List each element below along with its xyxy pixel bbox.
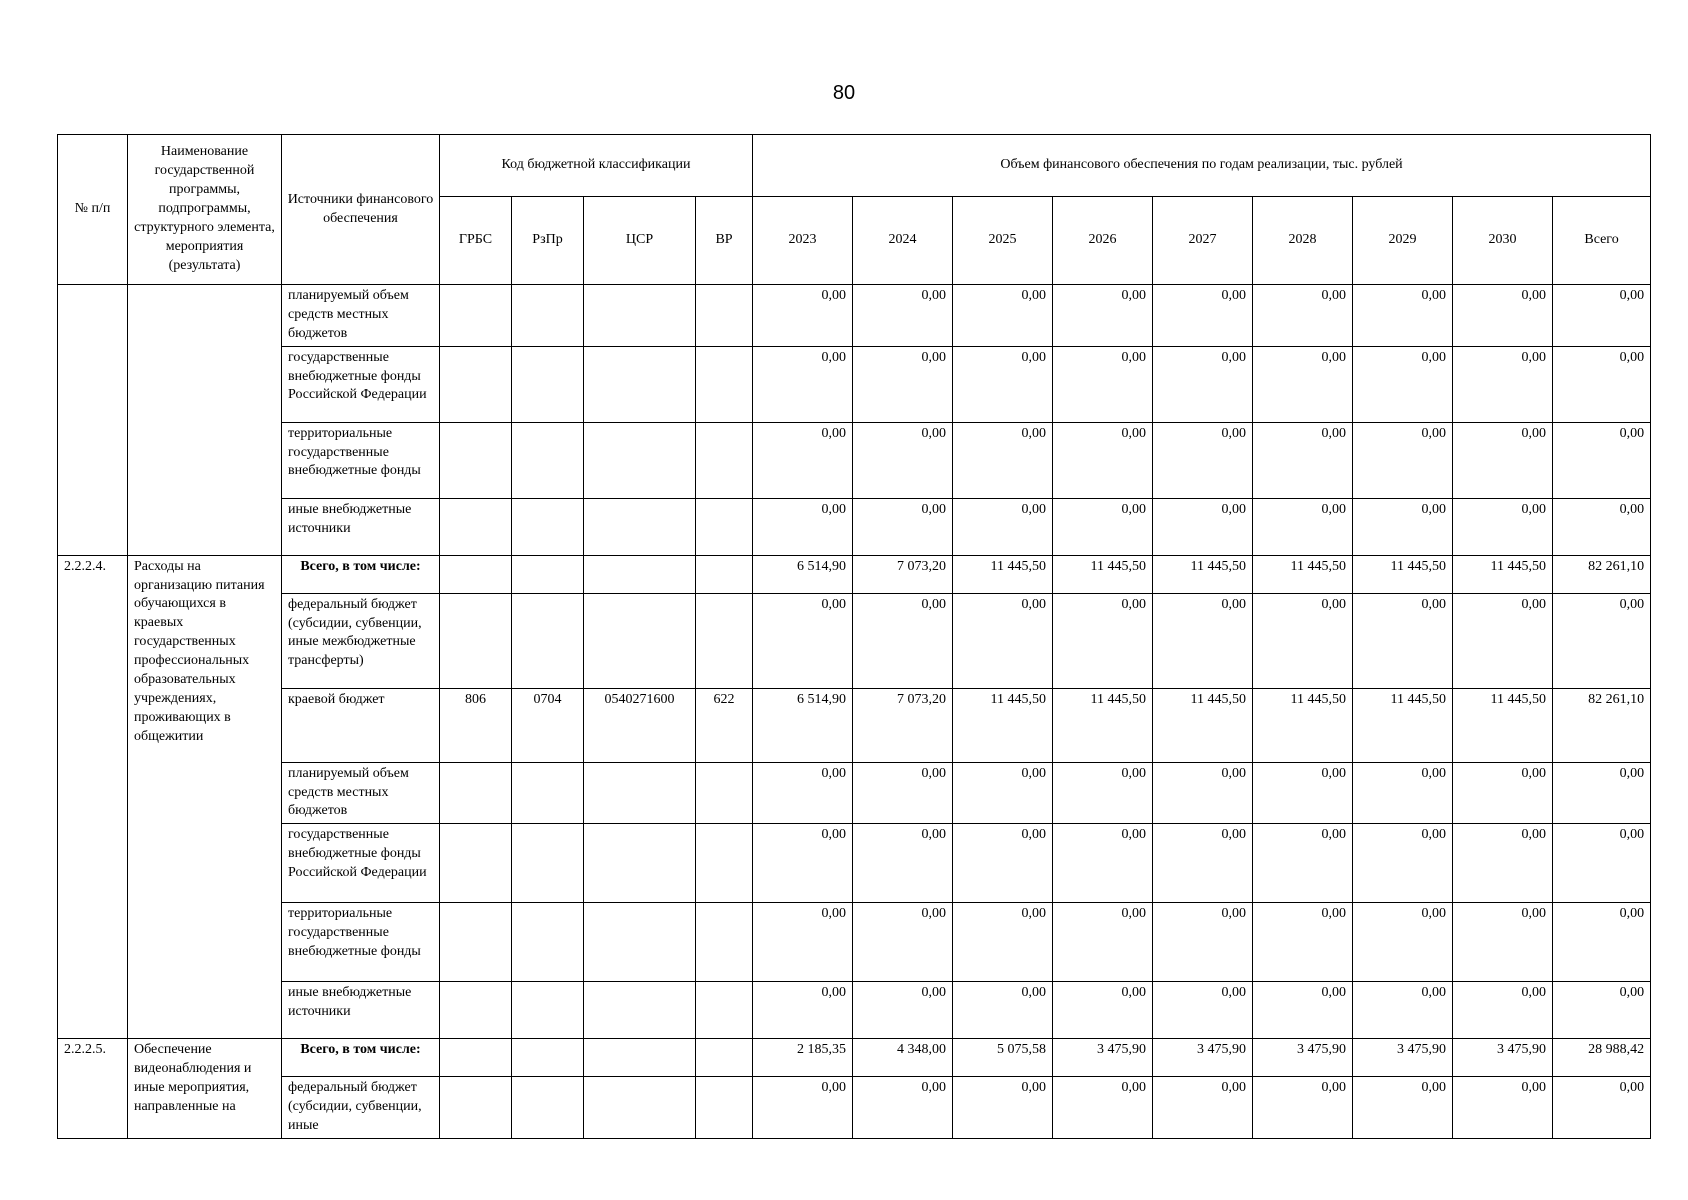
row-name [128, 285, 282, 556]
value-cell: 2 185,35 [753, 1039, 853, 1077]
value-cell: 11 445,50 [1453, 555, 1553, 593]
value-cell: 0,00 [1253, 346, 1353, 422]
value-cell: 0,00 [753, 903, 853, 982]
table-row [58, 593, 1651, 688]
value-cell: 0,00 [1453, 498, 1553, 555]
header-total: Всего [1553, 197, 1651, 285]
value-cell: 0,00 [753, 1077, 853, 1139]
value-cell: 0,00 [1153, 498, 1253, 555]
value-cell: 82 261,10 [1553, 688, 1651, 762]
value-cell: 0,00 [853, 346, 953, 422]
value-cell: 6 514,90 [753, 688, 853, 762]
header-year-2029: 2029 [1353, 197, 1453, 285]
value-cell: 0,00 [953, 498, 1053, 555]
value-cell: 11 445,50 [1153, 555, 1253, 593]
value-cell: 3 475,90 [1353, 1039, 1453, 1077]
value-cell: 0,00 [953, 903, 1053, 982]
value-cell: 6 514,90 [753, 555, 853, 593]
value-cell: 0,00 [1453, 824, 1553, 903]
value-cell: 0,00 [1153, 285, 1253, 347]
value-cell: 0,00 [1353, 422, 1453, 498]
value-cell: 0,00 [1253, 982, 1353, 1039]
value-cell: 0,00 [1453, 593, 1553, 688]
header-year-2024: 2024 [853, 197, 953, 285]
value-cell: 3 475,90 [1253, 1039, 1353, 1077]
value-cell: 0,00 [753, 346, 853, 422]
value-cell: 0,00 [1453, 1077, 1553, 1139]
value-cell: 0,00 [753, 285, 853, 347]
value-cell: 0,00 [1353, 346, 1453, 422]
financing-table [57, 134, 1651, 1139]
source-cell: территориальные государственные внебюджетные фонды [282, 422, 440, 498]
value-cell: 0,00 [1353, 498, 1453, 555]
header-year-2030: 2030 [1453, 197, 1553, 285]
value-cell: 0,00 [1253, 824, 1353, 903]
value-cell: 7 073,20 [853, 555, 953, 593]
value-cell: 0,00 [1353, 285, 1453, 347]
table-row [58, 346, 1651, 422]
value-cell: 0,00 [953, 1077, 1053, 1139]
value-cell: 82 261,10 [1553, 555, 1651, 593]
value-cell: 0,00 [953, 422, 1053, 498]
value-cell: 0,00 [1353, 982, 1453, 1039]
table-row [58, 555, 1651, 593]
source-cell: иные внебюджетные источники [282, 982, 440, 1039]
value-cell: 0,00 [1053, 1077, 1153, 1139]
value-cell: 11 445,50 [1353, 555, 1453, 593]
value-cell: 0,00 [1453, 903, 1553, 982]
value-cell: 0,00 [1453, 285, 1553, 347]
value-cell: 11 445,50 [953, 688, 1053, 762]
row-num [58, 285, 128, 556]
value-cell: 0,00 [953, 824, 1053, 903]
value-cell: 0,00 [953, 982, 1053, 1039]
table-row [58, 982, 1651, 1039]
value-cell: 5 075,58 [953, 1039, 1053, 1077]
rzpr-cell: 0704 [512, 688, 584, 762]
value-cell: 0,00 [1553, 593, 1651, 688]
value-cell: 3 475,90 [1453, 1039, 1553, 1077]
source-cell: планируемый объем средств местных бюджетов [282, 762, 440, 824]
source-cell: государственные внебюджетные фонды Российской Федерации [282, 824, 440, 903]
row-num: 2.2.2.5. [58, 1039, 128, 1139]
row-name: Обеспечение видеонаблюдения и иные мероприятия, направленные на [128, 1039, 282, 1139]
value-cell: 0,00 [1553, 285, 1651, 347]
source-cell: государственные внебюджетные фонды Российской Федерации [282, 346, 440, 422]
value-cell: 0,00 [1453, 422, 1553, 498]
source-cell: территориальные государственные внебюджетные фонды [282, 903, 440, 982]
row-num: 2.2.2.4. [58, 555, 128, 1039]
header-num: № п/п [58, 135, 128, 285]
value-cell: 4 348,00 [853, 1039, 953, 1077]
value-cell: 11 445,50 [1353, 688, 1453, 762]
value-cell: 0,00 [853, 982, 953, 1039]
table-row [58, 688, 1651, 762]
value-cell: 11 445,50 [1053, 555, 1153, 593]
table-row [58, 903, 1651, 982]
header-vr: ВР [696, 197, 753, 285]
source-cell: планируемый объем средств местных бюджетов [282, 285, 440, 347]
value-cell: 0,00 [953, 593, 1053, 688]
value-cell: 0,00 [1053, 422, 1153, 498]
header-sources: Источники финансового обеспечения [282, 135, 440, 285]
value-cell: 0,00 [1253, 422, 1353, 498]
source-cell: Всего, в том числе: [282, 555, 440, 593]
value-cell: 11 445,50 [1053, 688, 1153, 762]
header-csr: ЦСР [584, 197, 696, 285]
table-row [58, 285, 1651, 347]
value-cell: 0,00 [1353, 903, 1453, 982]
value-cell: 0,00 [753, 824, 853, 903]
header-budget-code: Код бюджетной классификации [440, 135, 753, 197]
source-cell: федеральный бюджет (субсидии, субвенции, иные [282, 1077, 440, 1139]
header-grbs: ГРБС [440, 197, 512, 285]
value-cell: 0,00 [853, 285, 953, 347]
value-cell: 0,00 [1453, 346, 1553, 422]
value-cell: 28 988,42 [1553, 1039, 1651, 1077]
page-number: 80 [832, 82, 856, 104]
value-cell: 0,00 [753, 422, 853, 498]
value-cell: 0,00 [1053, 982, 1153, 1039]
value-cell: 0,00 [1153, 762, 1253, 824]
value-cell: 3 475,90 [1153, 1039, 1253, 1077]
value-cell: 0,00 [853, 593, 953, 688]
value-cell: 0,00 [1553, 982, 1651, 1039]
grbs-cell: 806 [440, 688, 512, 762]
value-cell: 0,00 [1553, 346, 1651, 422]
value-cell: 0,00 [953, 285, 1053, 347]
value-cell: 0,00 [853, 498, 953, 555]
value-cell: 0,00 [953, 762, 1053, 824]
value-cell: 0,00 [853, 762, 953, 824]
value-cell: 11 445,50 [953, 555, 1053, 593]
value-cell: 0,00 [1153, 422, 1253, 498]
value-cell: 0,00 [853, 422, 953, 498]
value-cell: 0,00 [1153, 824, 1253, 903]
row-name: Расходы на организацию питания обучающихся в краевых государственных профессиональных образовательных учреждениях, проживающих в общежитии [128, 555, 282, 1039]
source-cell: иные внебюджетные источники [282, 498, 440, 555]
value-cell: 0,00 [753, 982, 853, 1039]
table-row [58, 824, 1651, 903]
source-cell: Всего, в том числе: [282, 1039, 440, 1077]
value-cell: 0,00 [1053, 762, 1153, 824]
value-cell: 0,00 [1253, 498, 1353, 555]
value-cell: 0,00 [753, 762, 853, 824]
value-cell: 0,00 [1353, 593, 1453, 688]
value-cell: 0,00 [1153, 903, 1253, 982]
value-cell: 0,00 [1253, 593, 1353, 688]
value-cell: 0,00 [1453, 982, 1553, 1039]
value-cell: 0,00 [1053, 498, 1153, 555]
value-cell: 0,00 [1053, 285, 1153, 347]
value-cell: 0,00 [853, 1077, 953, 1139]
table-row [58, 762, 1651, 824]
header-volume: Объем финансового обеспечения по годам реализации, тыс. рублей [753, 135, 1651, 197]
header-year-2027: 2027 [1153, 197, 1253, 285]
value-cell: 0,00 [1553, 903, 1651, 982]
source-cell: краевой бюджет [282, 688, 440, 762]
header-year-2023: 2023 [753, 197, 853, 285]
value-cell: 0,00 [1153, 1077, 1253, 1139]
value-cell: 0,00 [1053, 593, 1153, 688]
value-cell: 0,00 [953, 346, 1053, 422]
value-cell: 0,00 [1553, 762, 1651, 824]
value-cell: 0,00 [1453, 762, 1553, 824]
value-cell: 11 445,50 [1153, 688, 1253, 762]
header-year-2028: 2028 [1253, 197, 1353, 285]
value-cell: 0,00 [1353, 1077, 1453, 1139]
value-cell: 0,00 [1553, 422, 1651, 498]
source-cell: федеральный бюджет (субсидии, субвенции, иные межбюджетные трансферты) [282, 593, 440, 688]
value-cell: 0,00 [1053, 903, 1153, 982]
header-rzpr: РзПр [512, 197, 584, 285]
value-cell: 0,00 [1553, 824, 1651, 903]
table-row [58, 1039, 1651, 1077]
value-cell: 0,00 [1153, 593, 1253, 688]
header-year-2025: 2025 [953, 197, 1053, 285]
value-cell: 3 475,90 [1053, 1039, 1153, 1077]
header-year-2026: 2026 [1053, 197, 1153, 285]
value-cell: 0,00 [1253, 285, 1353, 347]
value-cell: 0,00 [1053, 824, 1153, 903]
value-cell: 0,00 [1353, 762, 1453, 824]
value-cell: 0,00 [753, 593, 853, 688]
value-cell: 0,00 [1153, 346, 1253, 422]
value-cell: 0,00 [1353, 824, 1453, 903]
value-cell: 11 445,50 [1253, 555, 1353, 593]
value-cell: 0,00 [1553, 1077, 1651, 1139]
table-row [58, 1077, 1651, 1139]
value-cell: 0,00 [1253, 1077, 1353, 1139]
table-row [58, 498, 1651, 555]
value-cell: 0,00 [753, 498, 853, 555]
table-row [58, 422, 1651, 498]
value-cell: 0,00 [1153, 982, 1253, 1039]
vr-cell: 622 [696, 688, 753, 762]
value-cell: 11 445,50 [1253, 688, 1353, 762]
csr-cell: 0540271600 [584, 688, 696, 762]
header-name: Наименование государственной программы, подпрограммы, структурного элемента, мероприятия (результата) [128, 135, 282, 285]
value-cell: 0,00 [853, 824, 953, 903]
value-cell: 0,00 [1253, 903, 1353, 982]
value-cell: 0,00 [1553, 498, 1651, 555]
value-cell: 0,00 [1253, 762, 1353, 824]
value-cell: 0,00 [1053, 346, 1153, 422]
value-cell: 7 073,20 [853, 688, 953, 762]
value-cell: 11 445,50 [1453, 688, 1553, 762]
value-cell: 0,00 [853, 903, 953, 982]
